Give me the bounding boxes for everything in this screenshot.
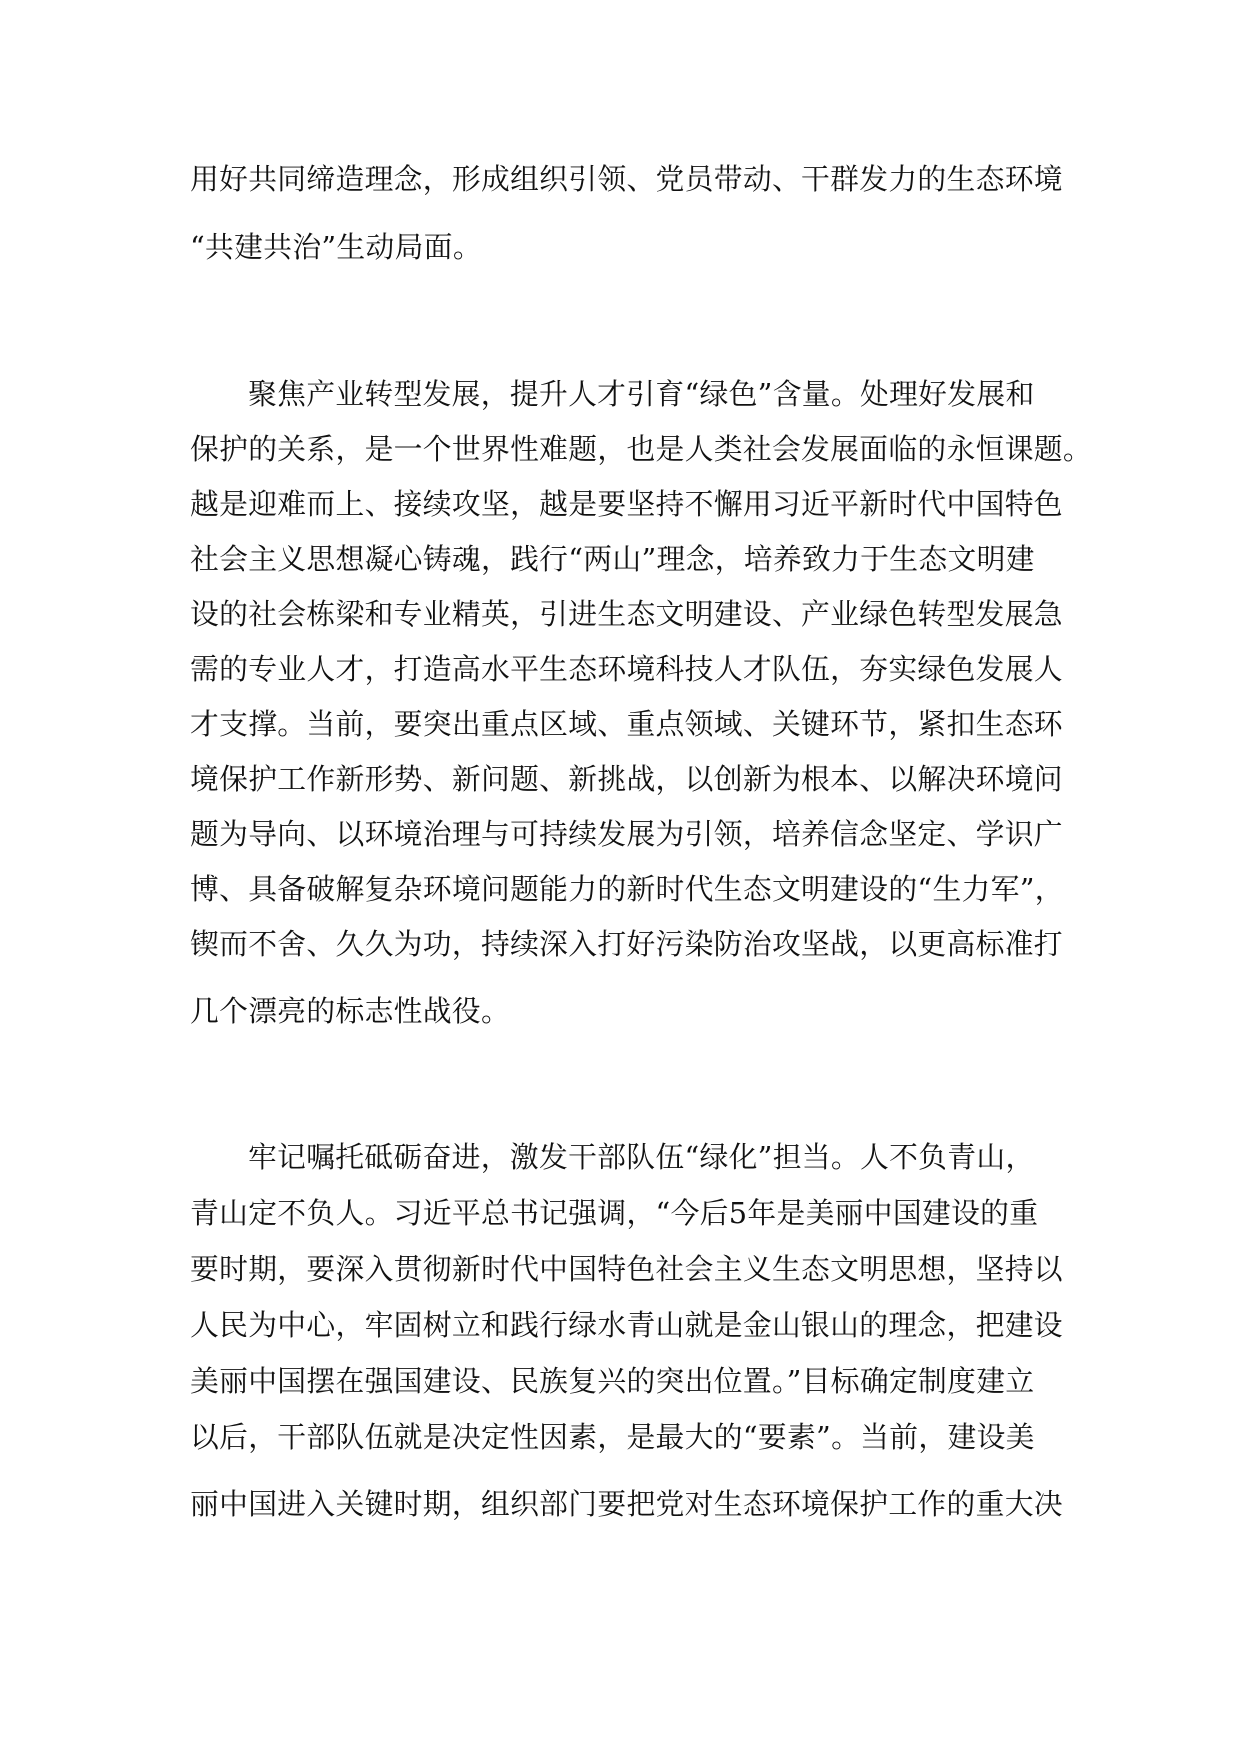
paragraph-line: 社会主义思想凝心铸魂，践行“两山”理念，培养致力于生态文明建 [190,542,1035,576]
paragraph-line: 聚焦产业转型发展，提升人才引育“绿色”含量。处理好发展和 [248,377,1035,411]
paragraph-line: 需的专业人才，打造高水平生态环境科技人才队伍，夯实绿色发展人 [190,652,1063,686]
paragraph-line: 设的社会栋梁和专业精英，引进生态文明建设、产业绿色转型发展急 [190,597,1063,631]
paragraph-line: 牢记嘱托砥砺奋进，激发干部队伍“绿化”担当。人不负青山， [248,1140,1035,1174]
paragraph-line: 人民为中心，牢固树立和践行绿水青山就是金山银山的理念，把建设 [190,1308,1063,1342]
paragraph-line: 题为导向、以环境治理与可持续发展为引领，培养信念坚定、学识广 [190,817,1063,851]
paragraph-line: 丽中国进入关键时期，组织部门要把党对生态环境保护工作的重大决 [190,1487,1063,1521]
paragraph-line: 青山定不负人。习近平总书记强调，“今后5年是美丽中国建设的重 [190,1196,1039,1230]
paragraph-line: 要时期，要深入贯彻新时代中国特色社会主义生态文明思想，坚持以 [190,1252,1063,1286]
paragraph-line: 以后，干部队伍就是决定性因素，是最大的“要素”。当前，建设美 [190,1420,1035,1454]
paragraph-line: 锲而不舍、久久为功，持续深入打好污染防治攻坚战，以更高标准打 [190,927,1063,961]
paragraph-line: 越是迎难而上、接续攻坚，越是要坚持不懈用习近平新时代中国特色 [190,487,1063,521]
paragraph-line: 用好共同缔造理念，形成组织引领、党员带动、干群发力的生态环境 [190,162,1063,196]
paragraph-line: 美丽中国摆在强国建设、民族复兴的突出位置。”目标确定制度建立 [190,1364,1035,1398]
paragraph-line: “共建共治”生动局面。 [190,230,482,264]
paragraph-line: 博、具备破解复杂环境问题能力的新时代生态文明建设的“生力军”， [190,872,1064,906]
paragraph-line: 境保护工作新形势、新问题、新挑战，以创新为根本、以解决环境问 [190,762,1063,796]
paragraph-line: 几个漂亮的标志性战役。 [190,994,511,1028]
paragraph-line: 才支撑。当前，要突出重点区域、重点领域、关键环节，紧扣生态环 [190,707,1063,741]
paragraph-line: 保护的关系，是一个世界性难题，也是人类社会发展面临的永恒课题。 [190,432,1093,466]
